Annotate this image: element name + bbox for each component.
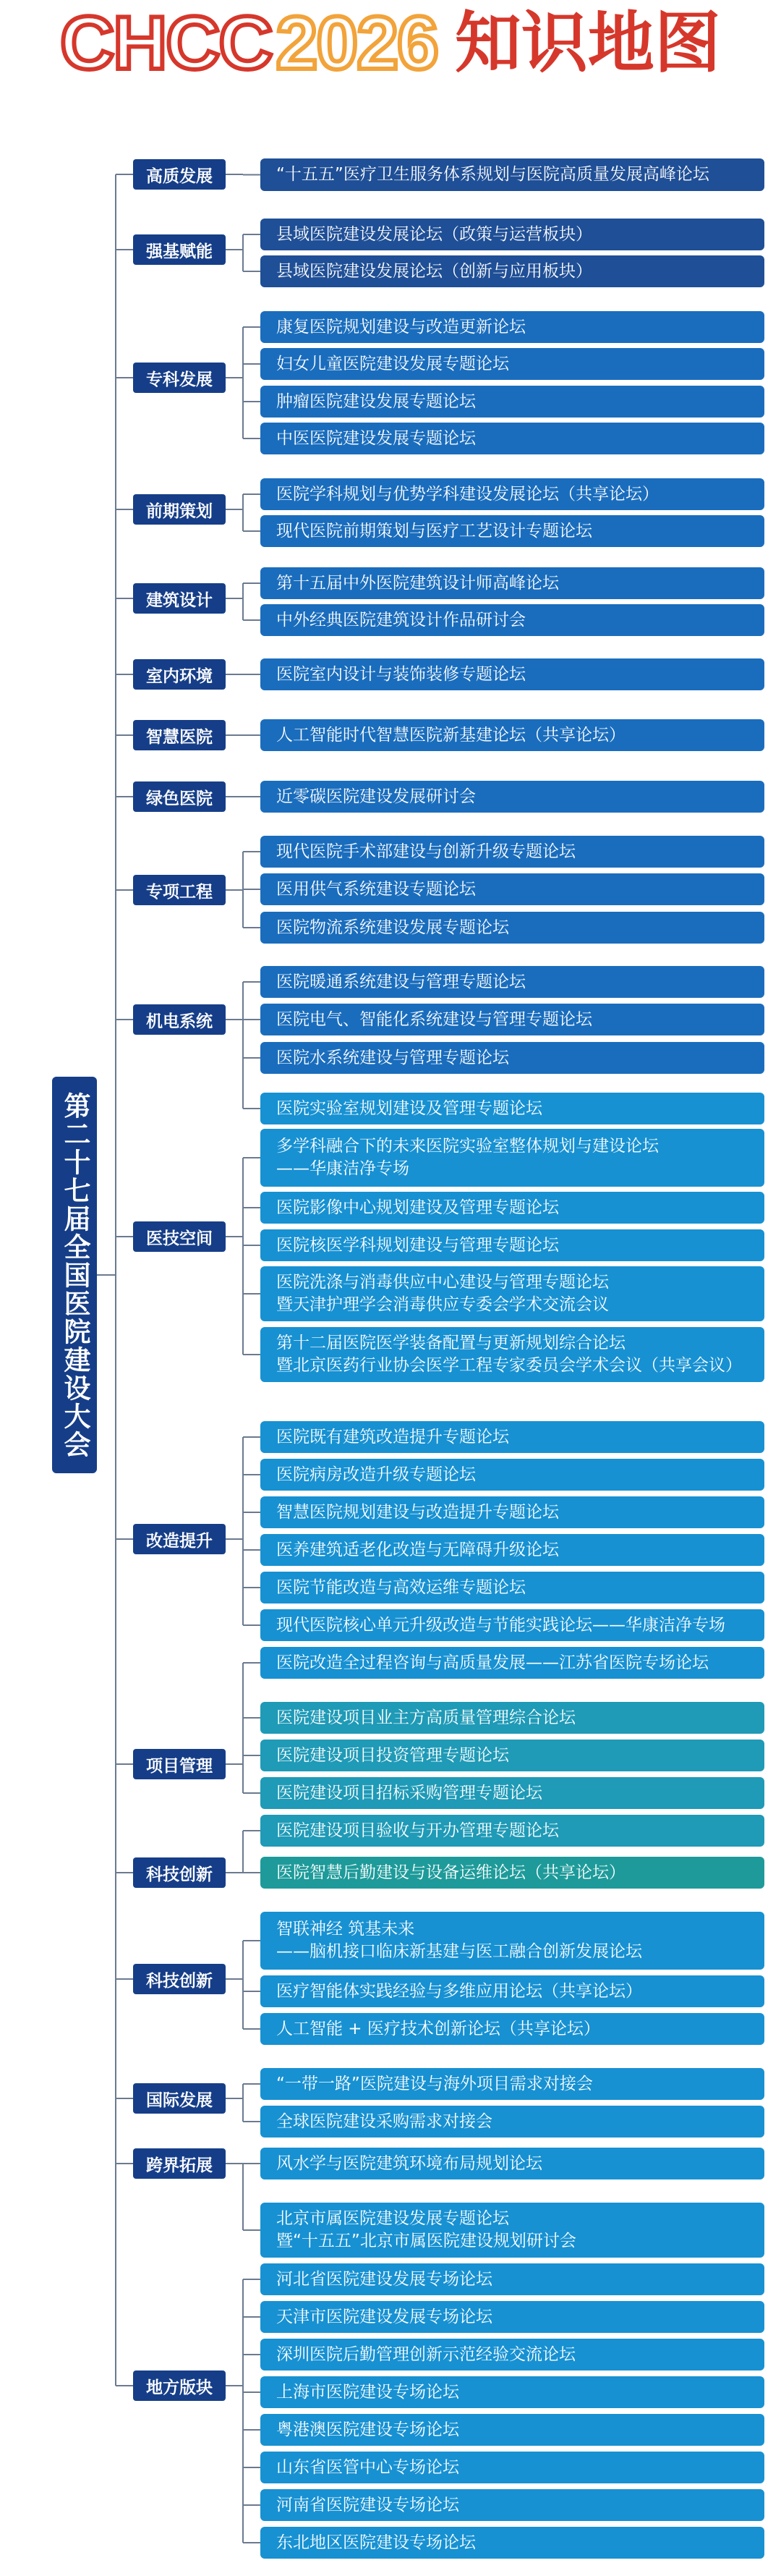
forum-item: 现代医院前期策划与医疗工艺设计专题论坛	[260, 515, 764, 547]
forum-item: 智慧医院规划建设与改造提升专题论坛	[260, 1496, 764, 1528]
title-year: 2026	[276, 1, 438, 85]
category-node: 项目管理	[133, 1749, 226, 1779]
forum-item: 医院物流系统建设发展专题论坛	[260, 912, 764, 944]
forum-item: 人工智能 + 医疗技术创新论坛（共享论坛）	[260, 2013, 764, 2045]
forum-item: 医院电气、智能化系统建设与管理专题论坛	[260, 1004, 764, 1035]
forum-item: 医院室内设计与装饰装修专题论坛	[260, 658, 764, 690]
forum-item: 粤港澳医院建设专场论坛	[260, 2414, 764, 2446]
category-node: 改造提升	[133, 1524, 226, 1554]
forum-item: 医院建设项目投资管理专题论坛	[260, 1740, 764, 1771]
category-node: 强基赋能	[133, 234, 226, 265]
category-node: 医技空间	[133, 1221, 226, 1252]
forum-item: 医院病房改造升级专题论坛	[260, 1459, 764, 1491]
forum-item: 近零碳医院建设发展研讨会	[260, 781, 764, 813]
title-chcc: CHCC	[60, 1, 272, 85]
forum-item-line: 暨天津护理学会消毒供应专委会学术交流会议	[276, 1295, 609, 1314]
forum-item	[260, 1912, 764, 1970]
forum-item: 医院学科规划与优势学科建设发展论坛（共享论坛）	[260, 478, 764, 510]
forum-item: “十五五”医疗卫生服务体系规划与医院高质量发展高峰论坛	[260, 158, 764, 191]
forum-item-line: 医院洗涤与消毒供应中心建设与管理专题论坛	[276, 1273, 609, 1292]
forum-item-line: 暨“十五五”北京市属医院建设规划研讨会	[276, 2232, 576, 2250]
forum-item: 中外经典医院建筑设计作品研讨会	[260, 604, 764, 636]
forum-item: 医院影像中心规划建设及管理专题论坛	[260, 1192, 764, 1224]
forum-item-line: 第十二届医院医学装备配置与更新规划综合论坛	[276, 1334, 626, 1352]
forum-item: 现代医院核心单元升级改造与节能实践论坛——华康洁净专场	[260, 1609, 764, 1641]
category-node: 国际发展	[133, 2083, 226, 2114]
forum-item: 风水学与医院建筑环境布局规划论坛	[260, 2148, 764, 2179]
root-label: 第二十七届全国医院建设大会	[59, 1091, 90, 1459]
forum-item: 天津市医院建设发展专场论坛	[260, 2301, 764, 2333]
forum-item: 河北省医院建设发展专场论坛	[260, 2263, 764, 2295]
forum-item: 深圳医院后勤管理创新示范经验交流论坛	[260, 2339, 764, 2370]
forum-item: 医院节能改造与高效运维专题论坛	[260, 1572, 764, 1603]
category-node: 智慧医院	[133, 720, 226, 750]
category-node: 科技创新	[133, 1857, 226, 1888]
category-node: 高质发展	[133, 159, 226, 190]
forum-item: 县域医院建设发展论坛（政策与运营板块）	[260, 219, 764, 250]
forum-item: 全球医院建设采购需求对接会	[260, 2106, 764, 2138]
forum-item: 河南省医院建设专场论坛	[260, 2489, 764, 2521]
forum-item-line: ——脑机接口临床新基建与医工融合创新发展论坛	[276, 1942, 642, 1961]
category-node: 室内环境	[133, 659, 226, 690]
category-node: 科技创新	[133, 1964, 226, 1994]
forum-item: 医院建设项目业主方高质量管理综合论坛	[260, 1702, 764, 1734]
forum-item: 医院改造全过程咨询与高质量发展——江苏省医院专场论坛	[260, 1647, 764, 1679]
forum-item-line: 智联神经 筑基未来	[276, 1920, 415, 1939]
category-node: 地方版块	[133, 2370, 226, 2401]
forum-item: 医院核医学科规划建设与管理专题论坛	[260, 1229, 764, 1261]
forum-item: 东北地区医院建设专场论坛	[260, 2527, 764, 2559]
root-node	[52, 1077, 97, 1473]
forum-item: 山东省医管中心专场论坛	[260, 2452, 764, 2483]
forum-item: 上海市医院建设专场论坛	[260, 2376, 764, 2408]
title-knowledge-map: 知识地图	[454, 4, 721, 82]
forum-item: 医院暖通系统建设与管理专题论坛	[260, 966, 764, 998]
forum-item: 县域医院建设发展论坛（创新与应用板块）	[260, 255, 764, 287]
forum-item: 医院既有建筑改造提升专题论坛	[260, 1421, 764, 1453]
forum-item: 中医医院建设发展专题论坛	[260, 423, 764, 454]
forum-item: 康复医院规划建设与改造更新论坛	[260, 311, 764, 343]
forum-item: 医院实验室规划建设及管理专题论坛	[260, 1093, 764, 1124]
forum-item: “一带一路”医院建设与海外项目需求对接会	[260, 2068, 764, 2100]
forum-item: 妇女儿童医院建设发展专题论坛	[260, 348, 764, 380]
forum-item	[260, 1129, 764, 1187]
category-node: 前期策划	[133, 494, 226, 525]
forum-item: 现代医院手术部建设与创新升级专题论坛	[260, 836, 764, 868]
forum-item: 医用供气系统建设专题论坛	[260, 873, 764, 905]
forum-item	[260, 1327, 764, 1382]
forum-item: 医院建设项目招标采购管理专题论坛	[260, 1777, 764, 1809]
category-node: 绿色医院	[133, 781, 226, 812]
forum-item	[260, 2203, 764, 2258]
forum-item: 医院智慧后勤建设与设备运维论坛（共享论坛）	[260, 1857, 764, 1889]
category-node: 专项工程	[133, 875, 226, 905]
forum-item: 人工智能时代智慧医院新基建论坛（共享论坛）	[260, 719, 764, 751]
forum-item: 医院建设项目验收与开办管理专题论坛	[260, 1815, 764, 1847]
forum-item-line: 北京市属医院建设发展专题论坛	[276, 2209, 509, 2228]
forum-item: 肿瘤医院建设发展专题论坛	[260, 386, 764, 418]
forum-item: 医院水系统建设与管理专题论坛	[260, 1042, 764, 1074]
forum-item-line: 暨北京医药行业协会医学工程专家委员会学术会议（共享会议）	[276, 1356, 742, 1375]
category-node: 跨界拓展	[133, 2148, 226, 2179]
forum-item: 医养建筑适老化改造与无障碍升级论坛	[260, 1534, 764, 1566]
forum-item: 医疗智能体实践经验与多维应用论坛（共享论坛）	[260, 1975, 764, 2007]
category-node: 机电系统	[133, 1004, 226, 1035]
forum-item: 第十五届中外医院建筑设计师高峰论坛	[260, 567, 764, 599]
forum-item-line: ——华康洁净专场	[276, 1159, 409, 1178]
category-node: 建筑设计	[133, 583, 226, 614]
forum-item-line: 多学科融合下的未来医院实验室整体规划与建设论坛	[276, 1137, 659, 1156]
category-node: 专科发展	[133, 363, 226, 393]
forum-item	[260, 1266, 764, 1321]
